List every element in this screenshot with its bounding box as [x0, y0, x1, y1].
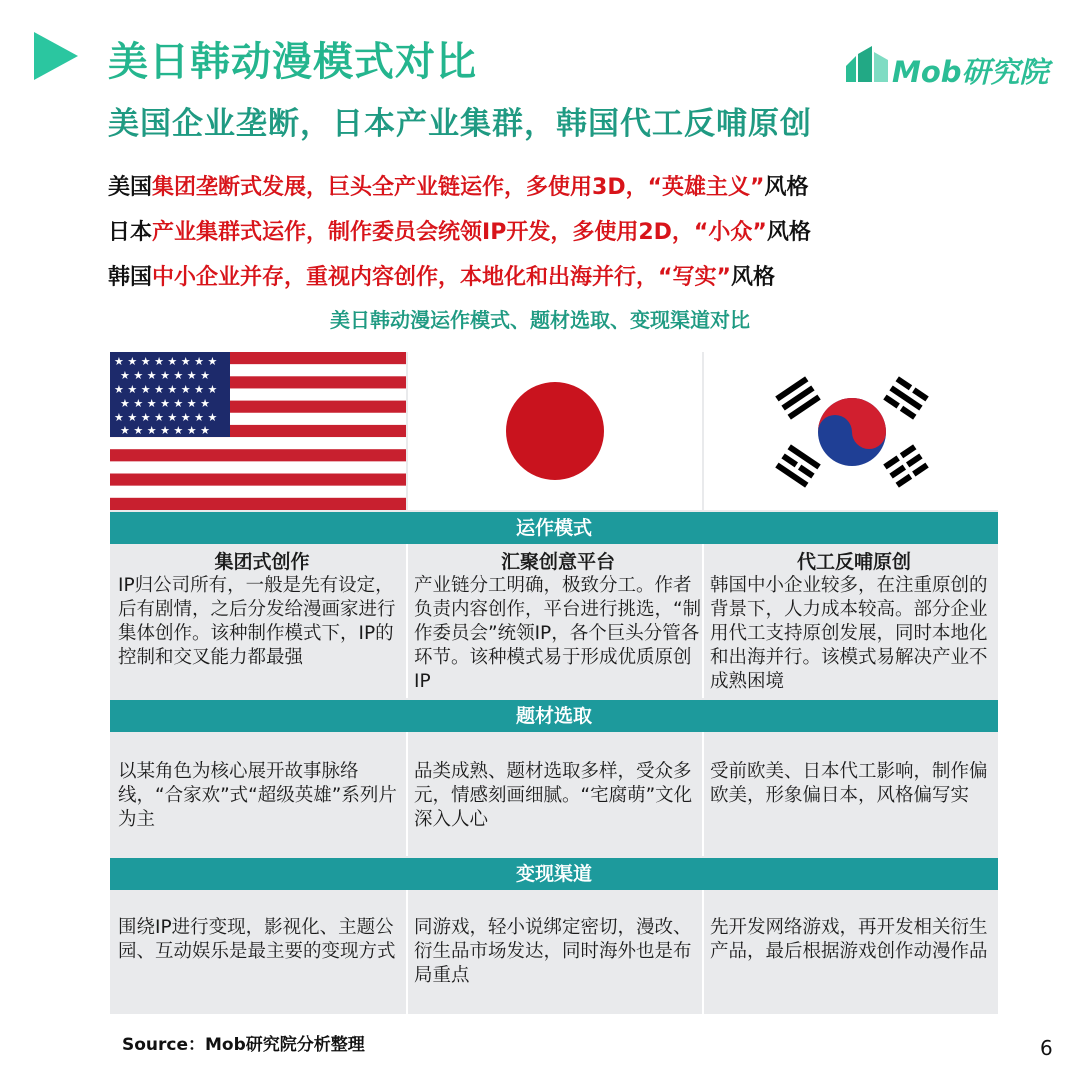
operation-korea-cell	[710, 550, 998, 696]
summary-country: 美国	[108, 175, 153, 200]
summary-highlight: 产业集群式运作，制作委员会统领IP开发，多使用2D，“小众”	[152, 220, 767, 245]
japan-flag	[408, 352, 702, 510]
svg-text:★ ★ ★ ★ ★ ★ ★ ★: ★ ★ ★ ★ ★ ★ ★ ★	[114, 383, 218, 396]
summary-line-japan	[108, 215, 811, 246]
page-number: 6	[1040, 1036, 1053, 1060]
comparison-table	[110, 352, 998, 1014]
table-title: 美日韩动漫运作模式、题材选取、变现渠道对比	[330, 308, 750, 332]
section-monetization-bar: 变现渠道	[110, 858, 998, 890]
title-arrow-icon	[34, 32, 78, 80]
operation-usa-text: IP归公司所有，一般是先有设定，后有剧情，之后分发给漫画家进行集体创作。该种制作模式下，IP的控制和交叉能力都最强	[118, 575, 396, 668]
mob-logo	[842, 42, 1062, 90]
theme-japan-cell: 品类成熟、题材选取多样，受众多元，情感刻画细腻。“宅腐萌”文化深入人心	[414, 761, 693, 830]
page-title: 美日韩动漫模式对比	[108, 39, 477, 85]
monetization-japan-cell: 同游戏，轻小说绑定密切，漫改、衍生品市场发达，同时海外也是布局重点	[414, 917, 692, 986]
monetization-korea-cell: 先开发网络游戏，再开发相关衍生产品，最后根据游戏创作动漫作品	[710, 917, 988, 962]
theme-korea-cell: 受前欧美、日本代工影响，制作偏欧美，形象偏日本，风格偏写实	[710, 761, 988, 806]
summary-highlight: 集团垄断式发展，巨头全产业链运作，多使用3D，“英雄主义”	[152, 175, 765, 200]
operation-japan-cell	[414, 550, 702, 696]
operation-korea-text: 韩国中小企业较多，在注重原创的背景下，人力成本较高。部分企业用代工支持原创发展，同时本地化和出海并行。该模式易解决产业不成熟困境	[710, 575, 988, 692]
summary-line-korea	[108, 260, 775, 291]
summary-suffix: 风格	[764, 175, 809, 200]
korea-flag-cell	[704, 352, 998, 510]
operation-usa-cell	[118, 550, 406, 696]
operation-usa-heading: 集团式创作	[214, 551, 310, 573]
operation-korea-heading: 代工反哺原创	[796, 551, 911, 573]
monetization-usa-cell: 围绕IP进行变现，影视化、主题公园、互动娱乐是最主要的变现方式	[118, 917, 396, 962]
svg-text:★ ★ ★ ★ ★ ★ ★: ★ ★ ★ ★ ★ ★ ★	[120, 424, 211, 437]
column-divider	[406, 890, 408, 1014]
japan-flag-cell	[408, 352, 702, 510]
svg-text:★ ★ ★ ★ ★ ★ ★: ★ ★ ★ ★ ★ ★ ★	[120, 369, 211, 382]
column-divider	[702, 544, 704, 698]
usa-flag	[110, 352, 406, 510]
svg-text:★ ★ ★ ★ ★ ★ ★: ★ ★ ★ ★ ★ ★ ★	[120, 397, 211, 410]
section-theme-bar: 题材选取	[110, 700, 998, 732]
mob-logo-icon	[842, 42, 892, 90]
svg-text:★ ★ ★ ★ ★ ★ ★ ★: ★ ★ ★ ★ ★ ★ ★ ★	[114, 355, 218, 368]
column-divider	[702, 732, 704, 856]
summary-suffix: 风格	[766, 220, 811, 245]
summary-country: 韩国	[108, 265, 153, 290]
summary-suffix: 风格	[730, 265, 775, 290]
summary-highlight: 中小企业并存，重视内容创作，本地化和出海并行，“写实”	[152, 265, 731, 290]
column-divider	[406, 732, 408, 856]
source-note: Source：Mob研究院分析整理	[122, 1035, 365, 1055]
operation-japan-text: 产业链分工明确，极致分工。作者负责内容创作，平台进行挑选，“制作委员会”统领IP，各个巨头分管各环节。该种模式易于形成优质原创IP	[414, 575, 702, 692]
usa-flag-cell	[110, 352, 406, 510]
page-subtitle: 美国企业垄断，日本产业集群，韩国代工反哺原创	[108, 106, 812, 142]
svg-text:★ ★ ★ ★ ★ ★ ★ ★: ★ ★ ★ ★ ★ ★ ★ ★	[114, 411, 218, 424]
summary-country: 日本	[108, 220, 153, 245]
korea-flag	[704, 352, 998, 510]
section-operation-bar: 运作模式	[110, 512, 998, 544]
logo-text: Mob研究院	[892, 55, 1049, 89]
theme-usa-cell: 以某角色为核心展开故事脉络线，“合家欢”式“超级英雄”系列片为主	[118, 761, 397, 830]
operation-japan-heading: 汇聚创意平台	[500, 551, 615, 573]
column-divider	[702, 890, 704, 1014]
summary-line-usa	[108, 170, 809, 201]
column-divider	[406, 544, 408, 698]
